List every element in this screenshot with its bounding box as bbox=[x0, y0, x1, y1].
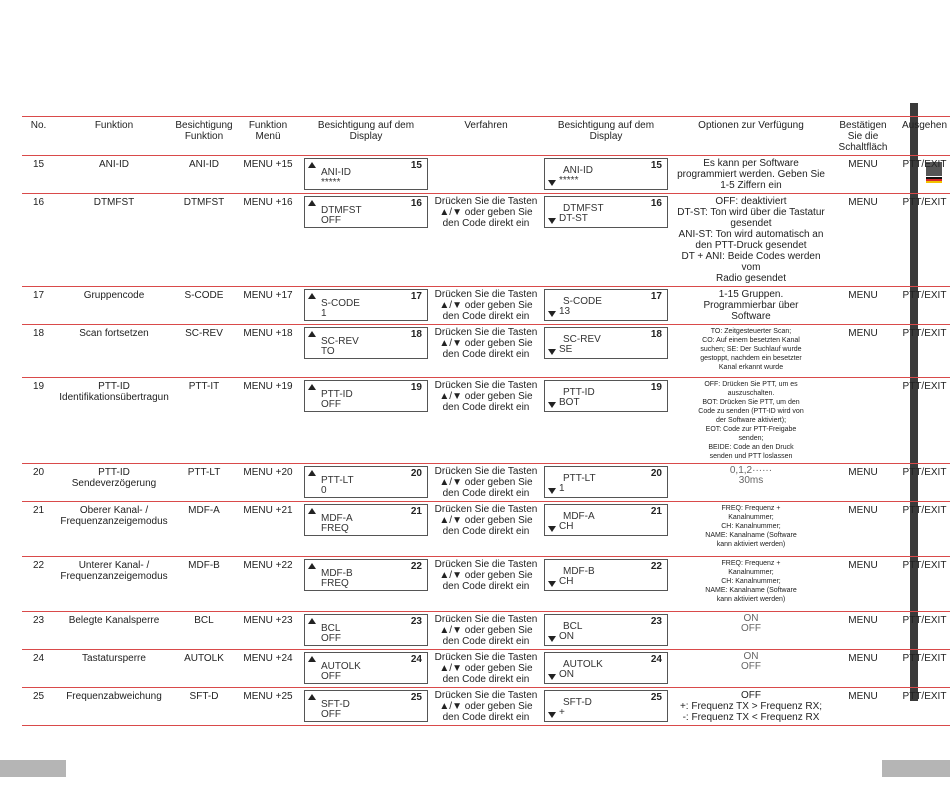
display-line-1: PTT-LT bbox=[563, 473, 596, 484]
table-row bbox=[22, 650, 950, 688]
option-line: 1-15 Gruppen. bbox=[718, 289, 784, 300]
cell-function: PTT-ID Identifikationsübertragun bbox=[55, 378, 173, 464]
cell-display-1 bbox=[301, 156, 431, 194]
option-line: CH: Kanalnummer; bbox=[721, 523, 781, 530]
option-line: kann aktiviert werden) bbox=[716, 541, 786, 548]
arrow-up-icon bbox=[308, 618, 316, 624]
display-number: 17 bbox=[650, 291, 662, 302]
cell-menu: MENU +22 bbox=[235, 557, 301, 612]
cell-display-2 bbox=[541, 557, 671, 612]
cell-display-1 bbox=[301, 502, 431, 557]
option-line: EOT: Code zur PTT-Freigabe bbox=[705, 426, 797, 433]
display-line-2: 13 bbox=[559, 306, 571, 317]
display-line-2: FREQ bbox=[321, 578, 349, 589]
cell-options bbox=[671, 325, 831, 378]
option-line: DT-ST: Ton wird über die Tastatur bbox=[677, 207, 825, 218]
display-preview bbox=[544, 559, 668, 591]
cell-menu: MENU +21 bbox=[235, 502, 301, 557]
cell-exit: PTT/EXIT bbox=[895, 650, 950, 688]
cell-procedure: Drücken Sie die Tasten ▲/▼ oder geben Sie den Code direkt ein bbox=[431, 502, 541, 557]
cell-confirm-button: MENU bbox=[831, 688, 895, 726]
option-line: ON bbox=[743, 651, 759, 662]
arrow-down-icon bbox=[548, 402, 556, 408]
cell-options bbox=[671, 612, 831, 650]
cell-no: 20 bbox=[22, 464, 55, 502]
display-line-1: SC-REV bbox=[321, 336, 359, 347]
display-line-1: MDF-A bbox=[563, 511, 595, 522]
option-line: BOT: Drücken Sie PTT, um den bbox=[702, 399, 800, 406]
cell-display-1 bbox=[301, 194, 431, 287]
cell-procedure: Drücken Sie die Tasten ▲/▼ oder geben Sie den Code direkt ein bbox=[431, 612, 541, 650]
cell-function: Oberer Kanal- / Frequenzanzeigemodus bbox=[55, 502, 173, 557]
display-number: 23 bbox=[410, 616, 422, 627]
cell-procedure: Drücken Sie die Tasten ▲/▼ oder geben Sie den Code direkt ein bbox=[431, 464, 541, 502]
header-confirm-button: Bestätigen Sie die Schaltfläch bbox=[831, 117, 895, 156]
cell-display-1 bbox=[301, 557, 431, 612]
display-preview bbox=[544, 289, 668, 321]
header-no: No. bbox=[22, 117, 55, 156]
display-line-1: S-CODE bbox=[563, 296, 602, 307]
cell-confirm-button: MENU bbox=[831, 464, 895, 502]
option-line: 30ms bbox=[738, 475, 764, 486]
cell-menu: MENU +18 bbox=[235, 325, 301, 378]
cell-function: DTMFST bbox=[55, 194, 173, 287]
cell-options bbox=[671, 650, 831, 688]
cell-no: 23 bbox=[22, 612, 55, 650]
display-number: 15 bbox=[410, 160, 422, 171]
cell-exit: PTT/EXIT bbox=[895, 378, 950, 464]
cell-confirm-function: MDF-B bbox=[173, 557, 235, 612]
cell-menu: MENU +19 bbox=[235, 378, 301, 464]
display-number: 24 bbox=[650, 654, 662, 665]
display-preview bbox=[544, 380, 668, 412]
arrow-up-icon bbox=[308, 563, 316, 569]
arrow-up-icon bbox=[308, 162, 316, 168]
display-preview bbox=[304, 559, 428, 591]
cell-exit: PTT/EXIT bbox=[895, 557, 950, 612]
arrow-up-icon bbox=[308, 656, 316, 662]
display-line-2: OFF bbox=[321, 671, 341, 682]
display-line-2: + bbox=[559, 707, 565, 718]
display-line-2: ON bbox=[559, 669, 574, 680]
option-line: OFF bbox=[741, 661, 761, 672]
option-line: 1-5 Ziffern ein bbox=[720, 180, 782, 191]
option-line: senden; bbox=[738, 435, 764, 442]
cell-procedure: Drücken Sie die Tasten ▲/▼ oder geben Sie den Code direkt ein bbox=[431, 325, 541, 378]
display-preview bbox=[544, 504, 668, 536]
cell-menu: MENU +16 bbox=[235, 194, 301, 287]
cell-display-1 bbox=[301, 650, 431, 688]
display-preview bbox=[304, 380, 428, 412]
cell-function: Unterer Kanal- / Frequenzanzeigemodus bbox=[55, 557, 173, 612]
cell-confirm-function: SC-REV bbox=[173, 325, 235, 378]
cell-confirm-function: PTT-IT bbox=[173, 378, 235, 464]
arrow-down-icon bbox=[548, 488, 556, 494]
display-preview bbox=[304, 466, 428, 498]
cell-exit: PTT/EXIT bbox=[895, 325, 950, 378]
table-row bbox=[22, 612, 950, 650]
display-line-1: PTT-ID bbox=[563, 387, 595, 398]
option-line: OFF bbox=[741, 690, 761, 701]
table-row bbox=[22, 156, 950, 194]
cell-confirm-button: MENU bbox=[831, 287, 895, 325]
cell-confirm-function: ANI-ID bbox=[173, 156, 235, 194]
cell-menu: MENU +17 bbox=[235, 287, 301, 325]
header-display-confirm: Besichtigung auf dem Display bbox=[301, 117, 431, 156]
option-line: Es kann per Software bbox=[703, 158, 799, 169]
cell-confirm-button: MENU bbox=[831, 325, 895, 378]
display-line-1: AUTOLK bbox=[321, 661, 361, 672]
option-line: senden und PTT loslassen bbox=[709, 453, 793, 460]
option-line: Software bbox=[731, 311, 771, 322]
display-line-1: S-CODE bbox=[321, 298, 360, 309]
display-line-1: DTMFST bbox=[321, 205, 362, 216]
cell-function: Tastatursperre bbox=[55, 650, 173, 688]
arrow-down-icon bbox=[548, 674, 556, 680]
cell-exit: PTT/EXIT bbox=[895, 287, 950, 325]
cell-no: 25 bbox=[22, 688, 55, 726]
option-line: 0,1,2······ bbox=[729, 465, 773, 476]
table-row bbox=[22, 502, 950, 557]
header-confirm-function: Besichtigung Funktion bbox=[173, 117, 235, 156]
display-line-2: DT-ST bbox=[559, 213, 588, 224]
cell-display-1 bbox=[301, 464, 431, 502]
cell-no: 21 bbox=[22, 502, 55, 557]
cell-display-2 bbox=[541, 464, 671, 502]
option-line: CO: Auf einem besetzten Kanal bbox=[702, 337, 800, 344]
display-number: 18 bbox=[650, 329, 662, 340]
cell-procedure: Drücken Sie die Tasten ▲/▼ oder geben Sie den Code direkt ein bbox=[431, 378, 541, 464]
header-procedure: Verfahren bbox=[431, 117, 541, 156]
option-line: -: Frequenz TX < Frequenz RX bbox=[682, 712, 820, 723]
cell-no: 24 bbox=[22, 650, 55, 688]
display-line-1: BCL bbox=[563, 621, 583, 632]
footer-bar-left bbox=[0, 760, 66, 777]
cell-confirm-function: PTT-LT bbox=[173, 464, 235, 502]
cell-display-2 bbox=[541, 502, 671, 557]
display-preview bbox=[544, 652, 668, 684]
table-row bbox=[22, 464, 950, 502]
option-line: ON bbox=[743, 613, 759, 624]
cell-confirm-button bbox=[831, 378, 895, 464]
display-line-2: ***** bbox=[559, 175, 579, 186]
option-line: ANI-ST: Ton wird automatisch an bbox=[678, 229, 824, 240]
display-line-2: 1 bbox=[321, 308, 327, 319]
cell-confirm-function: BCL bbox=[173, 612, 235, 650]
display-line-1: PTT-LT bbox=[321, 475, 354, 486]
display-line-1: MDF-B bbox=[563, 566, 595, 577]
cell-menu: MENU +24 bbox=[235, 650, 301, 688]
cell-exit: PTT/EXIT bbox=[895, 156, 950, 194]
cell-function: PTT-ID Sendeverzögerung bbox=[55, 464, 173, 502]
display-line-2: ***** bbox=[321, 177, 341, 188]
option-line: der Software aktiviert); bbox=[715, 417, 787, 424]
cell-procedure: Drücken Sie die Tasten ▲/▼ oder geben Sie den Code direkt ein bbox=[431, 287, 541, 325]
arrow-up-icon bbox=[308, 384, 316, 390]
display-preview bbox=[304, 690, 428, 722]
display-number: 15 bbox=[650, 160, 662, 171]
cell-menu: MENU +23 bbox=[235, 612, 301, 650]
display-preview bbox=[304, 504, 428, 536]
cell-display-1 bbox=[301, 287, 431, 325]
cell-confirm-button: MENU bbox=[831, 502, 895, 557]
arrow-down-icon bbox=[548, 526, 556, 532]
cell-options bbox=[671, 464, 831, 502]
option-line: gestoppt, nachdem ein besetzter bbox=[700, 355, 802, 362]
option-line: OFF: Drücken Sie PTT, um es bbox=[704, 381, 798, 388]
display-preview bbox=[544, 196, 668, 228]
display-line-2: OFF bbox=[321, 633, 341, 644]
display-line-1: SFT-D bbox=[563, 697, 592, 708]
cell-procedure: Drücken Sie die Tasten ▲/▼ oder geben Sie den Code direkt ein bbox=[431, 650, 541, 688]
cell-no: 22 bbox=[22, 557, 55, 612]
option-line: CH: Kanalnummer; bbox=[721, 578, 781, 585]
display-number: 19 bbox=[410, 382, 422, 393]
cell-exit: PTT/EXIT bbox=[895, 464, 950, 502]
settings-table bbox=[22, 116, 950, 726]
arrow-down-icon bbox=[548, 636, 556, 642]
cell-options bbox=[671, 194, 831, 287]
arrow-up-icon bbox=[308, 293, 316, 299]
cell-display-2 bbox=[541, 194, 671, 287]
cell-options bbox=[671, 557, 831, 612]
display-line-2: FREQ bbox=[321, 523, 349, 534]
cell-options bbox=[671, 287, 831, 325]
cell-display-1 bbox=[301, 325, 431, 378]
display-number: 25 bbox=[410, 692, 422, 703]
display-number: 18 bbox=[410, 329, 422, 340]
cell-exit: PTT/EXIT bbox=[895, 194, 950, 287]
display-preview bbox=[544, 614, 668, 646]
option-line: NAME: Kanalname (Software bbox=[705, 532, 797, 539]
cell-display-2 bbox=[541, 378, 671, 464]
display-line-2: OFF bbox=[321, 215, 341, 226]
table-header-row bbox=[22, 117, 950, 156]
display-preview bbox=[544, 690, 668, 722]
cell-display-2 bbox=[541, 650, 671, 688]
cell-confirm-button: MENU bbox=[831, 612, 895, 650]
option-line: BEIDE: Code an den Druck bbox=[708, 444, 794, 451]
option-line: +: Frequenz TX > Frequenz RX; bbox=[679, 701, 823, 712]
cell-display-1 bbox=[301, 688, 431, 726]
cell-no: 17 bbox=[22, 287, 55, 325]
cell-options bbox=[671, 378, 831, 464]
option-line: den PTT-Druck gesendet bbox=[695, 240, 807, 251]
display-line-1: BCL bbox=[321, 623, 341, 634]
display-line-2: 1 bbox=[559, 483, 565, 494]
cell-display-2 bbox=[541, 612, 671, 650]
cell-confirm-function: MDF-A bbox=[173, 502, 235, 557]
option-line: OFF: deaktiviert bbox=[715, 196, 787, 207]
display-number: 20 bbox=[410, 468, 422, 479]
display-line-1: AUTOLK bbox=[563, 659, 603, 670]
display-line-2: OFF bbox=[321, 399, 341, 410]
table-row bbox=[22, 688, 950, 726]
display-number: 24 bbox=[410, 654, 422, 665]
display-line-1: PTT-ID bbox=[321, 389, 353, 400]
display-line-2: BOT bbox=[559, 397, 580, 408]
display-number: 23 bbox=[650, 616, 662, 627]
option-line: suchen; SE: Der Suchlauf wurde bbox=[700, 346, 802, 353]
option-line: TO: Zeitgesteuerter Scan; bbox=[710, 328, 792, 335]
cell-procedure: Drücken Sie die Tasten ▲/▼ oder geben Sie den Code direkt ein bbox=[431, 688, 541, 726]
cell-options bbox=[671, 156, 831, 194]
cell-options bbox=[671, 502, 831, 557]
cell-display-1 bbox=[301, 612, 431, 650]
cell-confirm-button: MENU bbox=[831, 156, 895, 194]
option-line: FREQ: Frequenz + bbox=[721, 560, 781, 567]
display-line-1: SC-REV bbox=[563, 334, 601, 345]
arrow-up-icon bbox=[308, 200, 316, 206]
display-preview bbox=[304, 196, 428, 228]
cell-confirm-function: DTMFST bbox=[173, 194, 235, 287]
option-line: Kanalnummer; bbox=[728, 514, 774, 521]
arrow-down-icon bbox=[548, 581, 556, 587]
option-line: FREQ: Frequenz + bbox=[721, 505, 781, 512]
table-row bbox=[22, 287, 950, 325]
cell-function: Belegte Kanalsperre bbox=[55, 612, 173, 650]
cell-options bbox=[671, 688, 831, 726]
cell-no: 18 bbox=[22, 325, 55, 378]
arrow-down-icon bbox=[548, 712, 556, 718]
display-preview bbox=[304, 158, 428, 190]
cell-confirm-button: MENU bbox=[831, 650, 895, 688]
arrow-down-icon bbox=[548, 218, 556, 224]
cell-exit: PTT/EXIT bbox=[895, 688, 950, 726]
option-line: Programmierbar über bbox=[703, 300, 799, 311]
option-line: DT + ANI: Beide Codes werden vom bbox=[681, 251, 821, 273]
option-line: Radio gesendet bbox=[715, 273, 787, 284]
table-row bbox=[22, 378, 950, 464]
display-line-2: 0 bbox=[321, 485, 327, 496]
display-number: 16 bbox=[650, 198, 662, 209]
display-line-2: CH bbox=[559, 521, 574, 532]
cell-procedure: Drücken Sie die Tasten ▲/▼ oder geben Sie den Code direkt ein bbox=[431, 194, 541, 287]
cell-display-2 bbox=[541, 287, 671, 325]
option-line: programmiert werden. Geben Sie bbox=[677, 169, 825, 180]
table-row bbox=[22, 194, 950, 287]
cell-display-2 bbox=[541, 688, 671, 726]
cell-function: Scan fortsetzen bbox=[55, 325, 173, 378]
option-line: Kanalnummer; bbox=[728, 569, 774, 576]
display-line-2: ON bbox=[559, 631, 574, 642]
display-number: 22 bbox=[410, 561, 422, 572]
display-line-2: TO bbox=[321, 346, 335, 357]
cell-procedure bbox=[431, 156, 541, 194]
header-options: Optionen zur Verfügung bbox=[671, 117, 831, 156]
display-number: 22 bbox=[650, 561, 662, 572]
table-row bbox=[22, 325, 950, 378]
display-preview bbox=[304, 652, 428, 684]
display-number: 21 bbox=[650, 506, 662, 517]
arrow-down-icon bbox=[548, 180, 556, 186]
cell-no: 15 bbox=[22, 156, 55, 194]
arrow-up-icon bbox=[308, 331, 316, 337]
display-preview bbox=[304, 289, 428, 321]
display-preview bbox=[304, 327, 428, 359]
option-line: kann aktiviert werden) bbox=[716, 596, 786, 603]
cell-confirm-function: SFT-D bbox=[173, 688, 235, 726]
arrow-up-icon bbox=[308, 508, 316, 514]
display-line-1: SFT-D bbox=[321, 699, 350, 710]
cell-exit: PTT/EXIT bbox=[895, 612, 950, 650]
option-line: auszuschalten. bbox=[727, 390, 775, 397]
arrow-up-icon bbox=[308, 470, 316, 476]
display-line-1: ANI-ID bbox=[321, 167, 351, 178]
table-row bbox=[22, 557, 950, 612]
cell-confirm-button: MENU bbox=[831, 557, 895, 612]
display-line-2: CH bbox=[559, 576, 574, 587]
cell-function: ANI-ID bbox=[55, 156, 173, 194]
arrow-up-icon bbox=[308, 694, 316, 700]
cell-exit: PTT/EXIT bbox=[895, 502, 950, 557]
display-line-2: SE bbox=[559, 344, 573, 355]
display-line-1: ANI-ID bbox=[563, 165, 593, 176]
option-line: gesendet bbox=[730, 218, 772, 229]
display-number: 16 bbox=[410, 198, 422, 209]
display-line-1: MDF-B bbox=[321, 568, 353, 579]
cell-menu: MENU +15 bbox=[235, 156, 301, 194]
display-preview bbox=[544, 327, 668, 359]
display-preview bbox=[304, 614, 428, 646]
cell-display-2 bbox=[541, 156, 671, 194]
cell-confirm-function: AUTOLK bbox=[173, 650, 235, 688]
cell-menu: MENU +25 bbox=[235, 688, 301, 726]
display-number: 19 bbox=[650, 382, 662, 393]
option-line: NAME: Kanalname (Software bbox=[705, 587, 797, 594]
cell-no: 19 bbox=[22, 378, 55, 464]
option-line: Code zu senden (PTT-ID wird von bbox=[698, 408, 804, 415]
cell-function: Gruppencode bbox=[55, 287, 173, 325]
cell-procedure: Drücken Sie die Tasten ▲/▼ oder geben Sie den Code direkt ein bbox=[431, 557, 541, 612]
display-line-1: MDF-A bbox=[321, 513, 353, 524]
cell-confirm-function: S-CODE bbox=[173, 287, 235, 325]
footer-bar-right bbox=[882, 760, 950, 777]
arrow-down-icon bbox=[548, 311, 556, 317]
display-preview bbox=[544, 158, 668, 190]
header-display-confirm-2: Besichtigung auf dem Display bbox=[541, 117, 671, 156]
header-function: Funktion bbox=[55, 117, 173, 156]
display-preview bbox=[544, 466, 668, 498]
display-number: 25 bbox=[650, 692, 662, 703]
cell-menu: MENU +20 bbox=[235, 464, 301, 502]
cell-confirm-button: MENU bbox=[831, 194, 895, 287]
header-function-menu: Funktion Menü bbox=[235, 117, 301, 156]
header-exit: Ausgehen bbox=[895, 117, 950, 156]
cell-display-1 bbox=[301, 378, 431, 464]
display-number: 17 bbox=[410, 291, 422, 302]
option-line: Kanal erkannt wurde bbox=[718, 364, 784, 371]
arrow-down-icon bbox=[548, 349, 556, 355]
cell-no: 16 bbox=[22, 194, 55, 287]
display-line-1: DTMFST bbox=[563, 203, 604, 214]
cell-function: Frequenzabweichung bbox=[55, 688, 173, 726]
display-line-2: OFF bbox=[321, 709, 341, 720]
cell-display-2 bbox=[541, 325, 671, 378]
display-number: 20 bbox=[650, 468, 662, 479]
option-line: OFF bbox=[741, 623, 761, 634]
display-number: 21 bbox=[410, 506, 422, 517]
